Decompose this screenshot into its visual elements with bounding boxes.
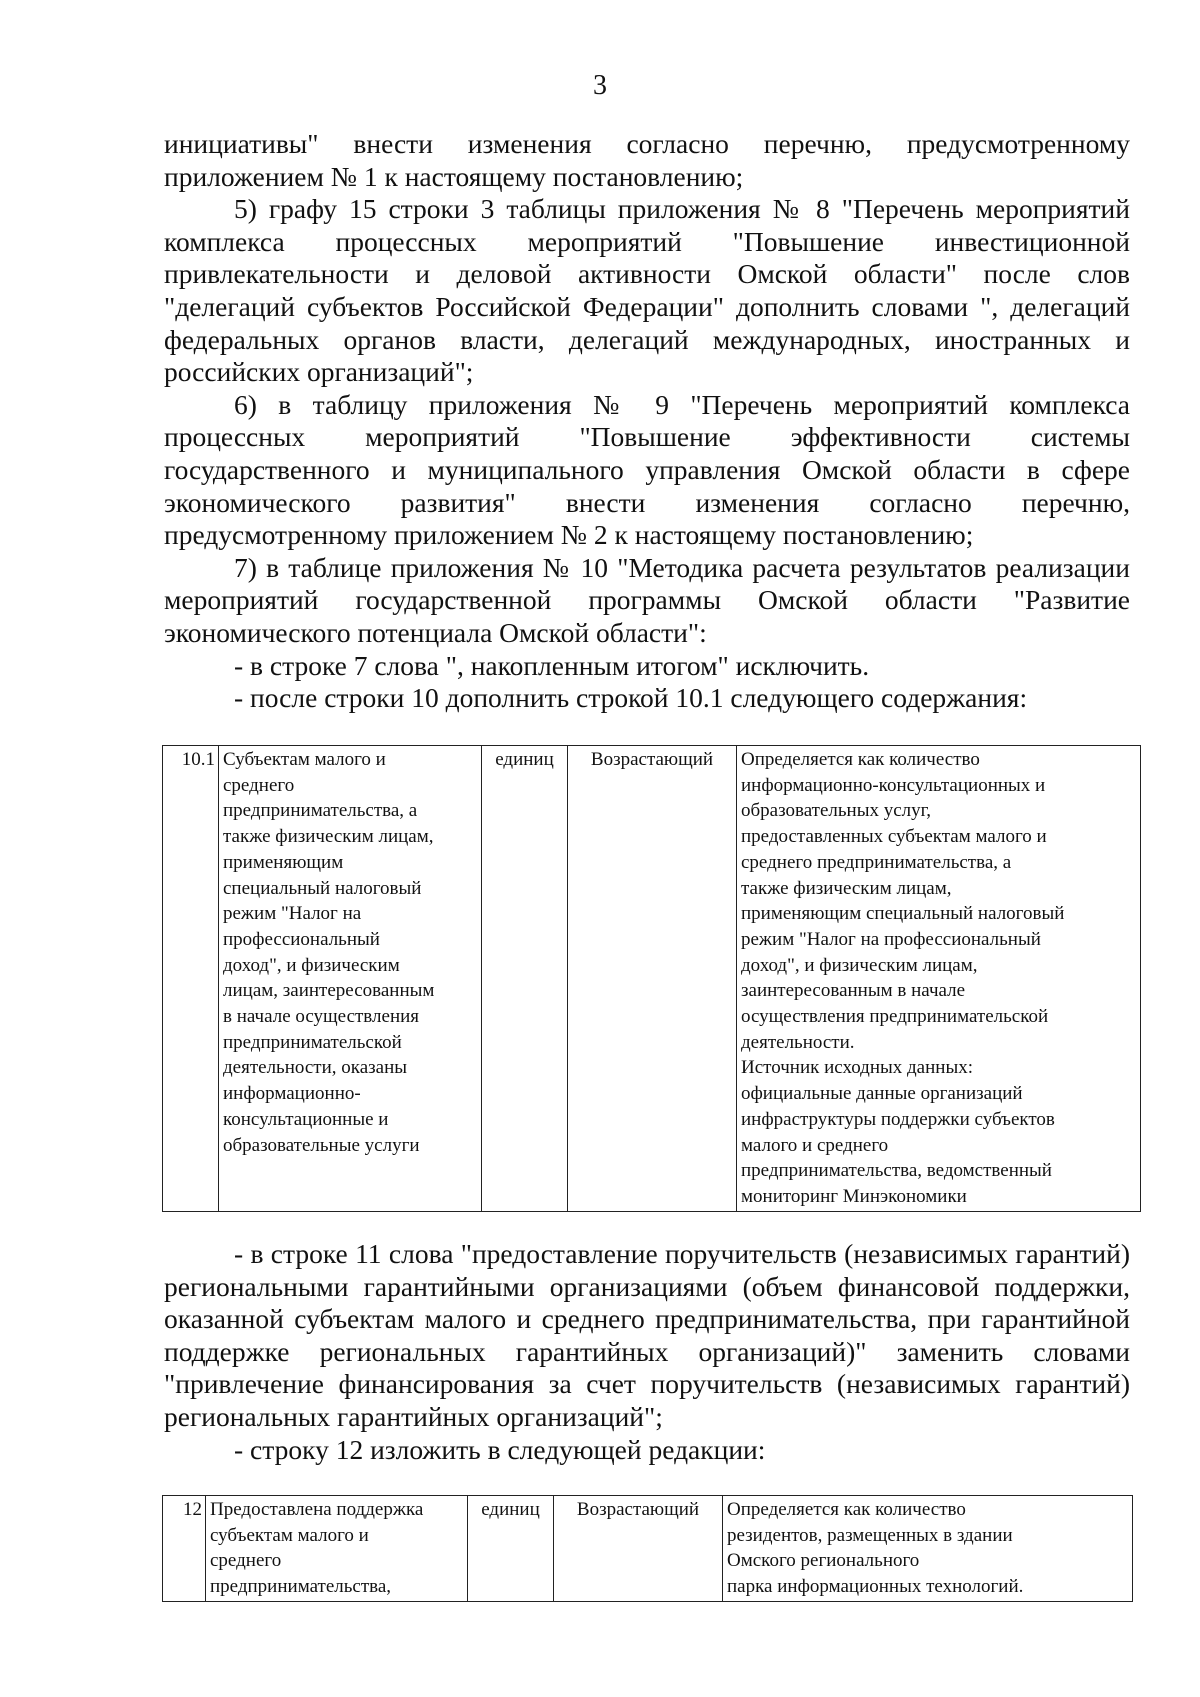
table-row: [163, 1496, 1133, 1602]
resolution-text-middle: [164, 1238, 1130, 1466]
trend-cell: Возрастающий: [568, 746, 737, 1212]
unit-cell: единиц: [468, 1496, 554, 1602]
resolution-text-top: [164, 128, 1130, 715]
paragraph-item-6: 6) в таблицу приложения № 9 "Перечень мероприятий комплекса процессных мероприятий "Повышение эффективности системы государственного и муниципального управления Омской области в сфере экономического развития" внести изменения согласно перечню, предусмотренному приложением № 2 к настоящему постановлению;: [164, 388, 1130, 551]
row-number-cell: 10.1: [163, 746, 219, 1212]
paragraph-row-12-intro: - строку 12 изложить в следующей редакции:: [234, 1433, 766, 1465]
paragraph-row-7-change: - в строке 7 слова ", накопленным итогом" исключить.: [234, 649, 870, 681]
paragraph-continuation: инициативы" внести изменения согласно перечню, предусмотренному приложением № 1 к настоящему постановлению;: [164, 128, 1130, 192]
table-row-12: [162, 1495, 1133, 1602]
method-cell: Определяется как количество информационно-консультационных и образовательных услуг, предоставленных субъектам малого и среднего предпринимательства, а также физическим лицам, применяющим специальный налоговый режим "Налог на профессиональный доход", и физическим лицам, заинтересованным в начале осуществления предпринимательской деятельности. Источник исходных данных: официальные данные организаций инфраструктуры поддержки субъектов малого и среднего предпринимательства, ведомственный мониторинг Минэкономики: [737, 746, 1141, 1212]
paragraph-item-5: 5) графу 15 строки 3 таблицы приложения № 8 "Перечень мероприятий комплекса процессных мероприятий "Повышение инвестиционной привлекательности и деловой активности Омской области" после слов "делегаций субъектов Российской Федерации" дополнить словами ", делегаций федеральных органов власти, делегаций международных, иностранных и российских организаций";: [164, 193, 1130, 388]
trend-cell: Возрастающий: [554, 1496, 723, 1602]
row-number-cell: 12: [163, 1496, 206, 1602]
paragraph-row-11-change: - в строке 11 слова "предоставление поручительств (независимых гарантий) региональными гарантийными организациями (объем финансовой поддержки, оказанной субъектам малого и среднего предпринимательства, при гарантийной поддержке региональных гарантийных организаций)" заменить словами "привлечение финансирования за счет поручительств (независимых гарантий) региональных гарантийных организаций";: [164, 1238, 1130, 1432]
method-cell: Определяется как количество резидентов, размещенных в здании Омского регионального парка информационных технологий.: [723, 1496, 1133, 1602]
indicator-name-cell: Предоставлена поддержка субъектам малого и среднего предпринимательства,: [206, 1496, 468, 1602]
table-row-10-1: [162, 745, 1141, 1212]
unit-cell: единиц: [482, 746, 568, 1212]
paragraph-item-7: 7) в таблице приложения № 10 "Методика расчета результатов реализации мероприятий государственной программы Омской области "Развитие экономического потенциала Омской области":: [164, 551, 1130, 648]
indicator-name-cell: Субъектам малого и среднего предпринимательства, а также физическим лицам, применяющим специальный налоговый режим "Налог на профессиональный доход", и физическим лицам, заинтересованным в начале осуществления предпринимательской деятельности, оказаны информационно- консультационные и образовательные услуги: [219, 746, 482, 1212]
table-row: [163, 746, 1141, 1212]
page-number: 3: [593, 70, 607, 101]
paragraph-row-10-1-intro: - после строки 10 дополнить строкой 10.1 следующего содержания:: [234, 682, 1028, 714]
